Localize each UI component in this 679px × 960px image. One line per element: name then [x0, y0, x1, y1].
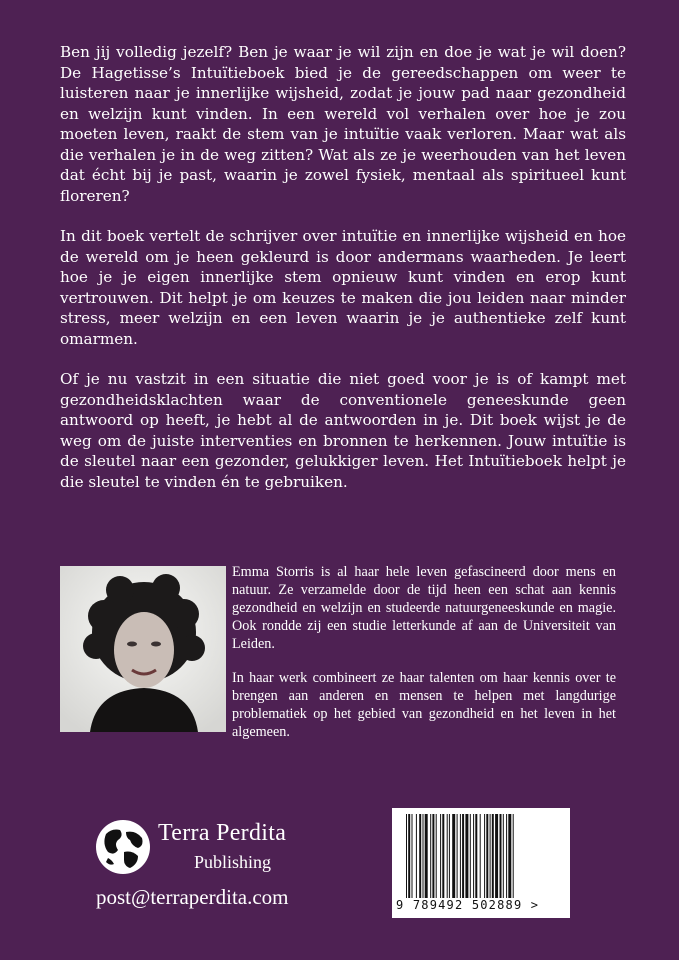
- barcode-bar: [423, 814, 424, 898]
- barcode-bar: [484, 814, 485, 898]
- barcode-bar: [440, 814, 441, 898]
- barcode-bar: [486, 814, 488, 898]
- barcode-bar: [436, 814, 437, 898]
- barcode-bar: [430, 814, 431, 898]
- barcode-bar: [465, 814, 468, 898]
- blurb-paragraph-1: Ben jij volledig jezelf? Ben je waar je wil zijn en doe je wat je wil doen? De Hagetisse’s Intuïtieboek bied je de gereedschappen om weer te luisteren naar je innerlijke wijsheid, zodat je jouw pad naar gezondheid en welzijn kunt vinden. In een wereld vol verhalen over hoe je zou moeten leven, raakt de stem van je intuïtie vaak verloren. Maar wat als die verhalen je in de weg zitten? Wat als ze je weerhouden van het leven dat écht bij je past, waarin je zowel fysiek, mentaal als spiritueel kunt floreren?: [60, 43, 626, 205]
- barcode-bar: [500, 814, 502, 898]
- barcode-bar: [470, 814, 471, 898]
- barcode-bar: [473, 814, 474, 898]
- barcode-bar: [495, 814, 498, 898]
- barcode-bars: [404, 814, 564, 898]
- back-cover-blurb: [60, 42, 626, 512]
- author-photo: [60, 566, 226, 732]
- barcode-bar: [513, 814, 514, 898]
- barcode-bar: [452, 814, 455, 898]
- barcode-bar: [449, 814, 450, 898]
- barcode-bar: [432, 814, 434, 898]
- barcode-bar: [475, 814, 477, 898]
- publisher-subtitle: Publishing: [194, 852, 272, 872]
- barcode-bar: [406, 814, 407, 898]
- barcode-bar: [480, 814, 481, 898]
- isbn-number: 9 789492 502889 >: [396, 898, 540, 912]
- author-bio-paragraph-2: In haar werk combineert ze haar talenten om haar kennis over te brengen aan anderen en mensen te helpen met langdurige problematiek op het gebied van gezondheid en het leven in het algemeen.: [232, 670, 616, 740]
- blurb-paragraph-3: Of je nu vastzit in een situatie die niet goed voor je is of kampt met gezondheidsklachten waar de conventionele geneeskunde geen antwoord op heeft, je hebt al de antwoorden in je. Dit boek wijst je de weg om de juiste interventies en bronnen te herkennen. Jouw intuïtie is de sleutel naar een gezonder, gelukkiger leven. Het Intuïtieboek helpt je die sleutel te vinden én te gebruiken.: [60, 370, 626, 491]
- barcode-bar: [425, 814, 428, 898]
- barcode-bar: [508, 814, 511, 898]
- barcode-bar: [447, 814, 448, 898]
- blurb-paragraph-2: In dit boek vertelt de schrijver over intuïtie en innerlijke wijsheid en hoe de wereld om je heen gekleurd is door andermans waarheden. Je leert hoe je je eigen innerlijke stem opnieuw kunt vinden en erop kunt vertrouwen. Dit helpt je om keuzes te maken die jou leiden naar minder stress, meer welzijn en een leven waarin je je authentieke zelf kunt omarmen.: [60, 227, 626, 348]
- barcode-bar: [408, 814, 410, 898]
- globe-icon: [94, 818, 152, 876]
- barcode-bar: [442, 814, 444, 898]
- barcode-bar: [503, 814, 504, 898]
- barcode-bar: [457, 814, 458, 898]
- publisher-logo: [94, 818, 324, 882]
- isbn-barcode: [392, 808, 570, 918]
- barcode-bar: [506, 814, 507, 898]
- author-bio: [232, 563, 616, 757]
- barcode-bar: [462, 814, 464, 898]
- author-bio-paragraph-1: Emma Storris is al haar hele leven gefascineerd door mens en natuur. Ze verzamelde door de tijd heen een schat aan kennis gezondheid en welzijn en studeerde natuurgeneeskunde en magie. Ook rondde zij een studie letterkunde af aan de Universiteit van Leiden.: [232, 564, 616, 652]
- barcode-bar: [412, 814, 413, 898]
- publisher-name: Terra Perdita: [158, 820, 287, 846]
- barcode-bar: [490, 814, 491, 898]
- publisher-email: post@terraperdita.com: [96, 885, 289, 909]
- barcode-bar: [416, 814, 417, 898]
- barcode-bar: [419, 814, 421, 898]
- barcode-bar: [492, 814, 494, 898]
- barcode-bar: [460, 814, 461, 898]
